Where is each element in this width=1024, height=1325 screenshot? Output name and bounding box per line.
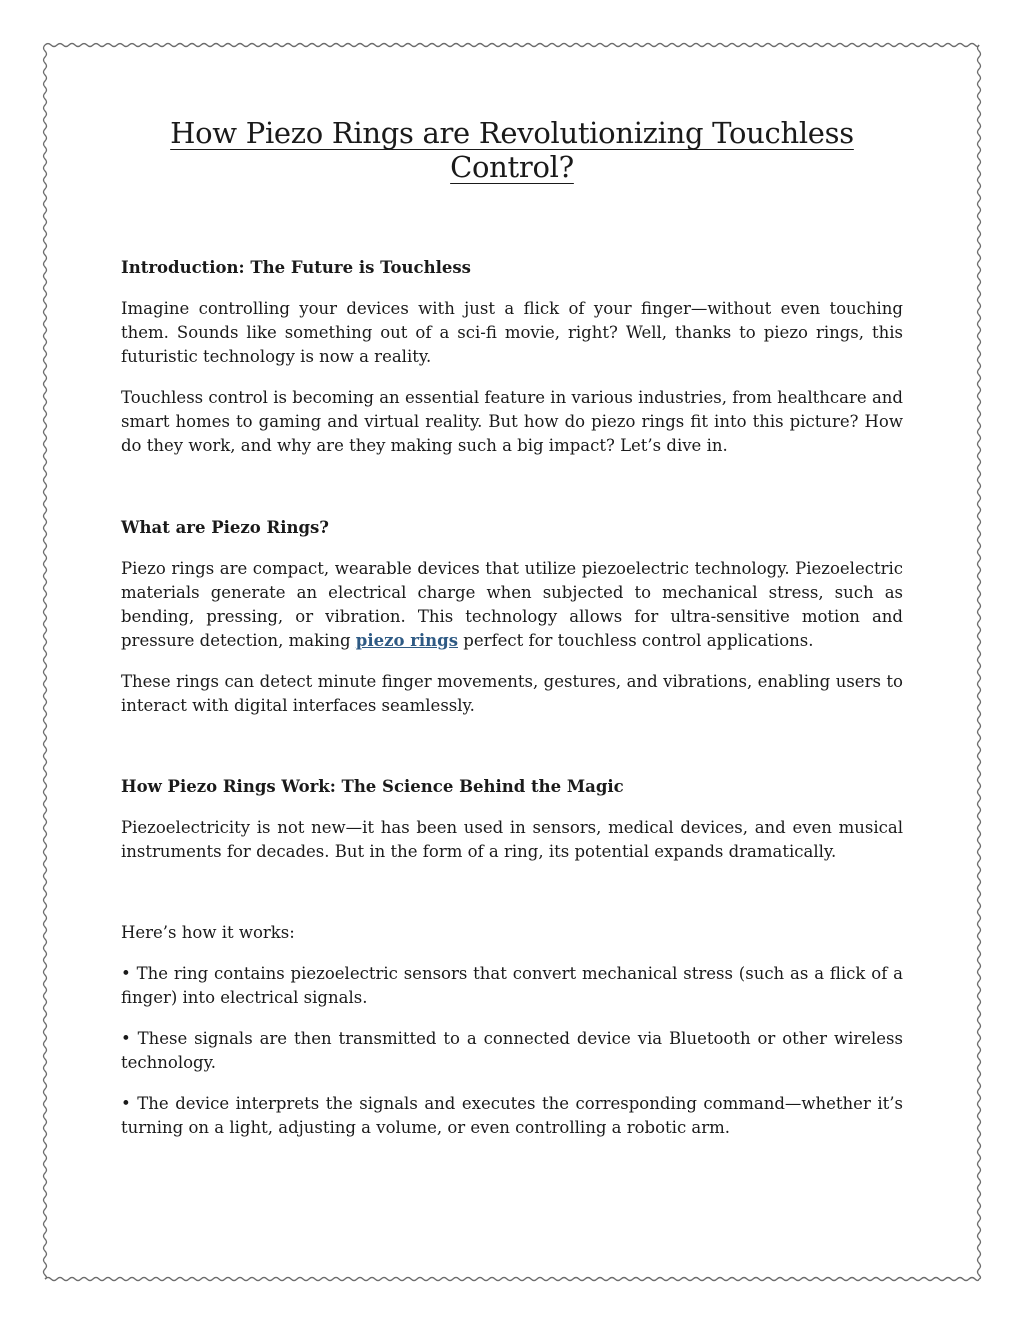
intro-heading: Introduction: The Future is Touchless	[121, 258, 471, 277]
how-bullet-2: • These signals are then transmitted to a connected device via Bluetooth or other wireless technology.	[121, 1029, 903, 1072]
how-bullet-3: • The device interprets the signals and executes the corresponding command—whether it’s turning on a light, adjusting a volume, or even controlling a robotic arm.	[121, 1094, 903, 1137]
how-lead-text: Here’s how it works:	[121, 923, 295, 942]
what-paragraph-1-text-a: Piezo rings are compact, wearable devices that utilize piezoelectric technology. Piezoelectric materials generate an electrical charge when subjected to mechanical stress, such as bending, pressing, or vibration. This technology allows for ultra-sensitive motion and pressure detection, making	[121, 559, 903, 650]
how-heading: How Piezo Rings Work: The Science Behind the Magic	[121, 777, 624, 796]
border-wave-line	[45, 44, 979, 47]
intro-paragraph-2: Touchless control is becoming an essential feature in various industries, from healthcare and smart homes to gaming and virtual reality. But how do piezo rings fit into this picture? How do they work, and why are they making such a big impact? Let’s dive in.	[121, 388, 903, 455]
how-paragraph-1: Piezoelectricity is not new—it has been used in sensors, medical devices, and even musical instruments for decades. But in the form of a ring, its potential expands dramatically.	[121, 818, 903, 861]
piezo-rings-link[interactable]: piezo rings	[355, 631, 459, 650]
what-heading: What are Piezo Rings?	[121, 518, 329, 537]
page-title: How Piezo Rings are Revolutionizing Touchless Control?	[170, 116, 854, 184]
how-section	[121, 775, 903, 1140]
what-section	[121, 516, 903, 718]
what-paragraph-1	[121, 557, 903, 653]
border-wave-line	[45, 1278, 979, 1281]
intro-paragraph-1: Imagine controlling your devices with just a flick of your finger—without even touching them. Sounds like something out of a sci-fi movie, right? Well, thanks to piezo rings, this futuristic technology is now a reality.	[121, 299, 903, 366]
what-paragraph-2: These rings can detect minute finger movements, gestures, and vibrations, enabling users to interact with digital interfaces seamlessly.	[121, 672, 903, 715]
border-wave-line	[44, 45, 47, 1279]
how-bullet-1: • The ring contains piezoelectric sensors that convert mechanical stress (such as a flick of a finger) into electrical signals.	[121, 964, 903, 1007]
intro-section	[121, 256, 903, 458]
what-paragraph-1-text-b: perfect for touchless control applications.	[458, 631, 814, 650]
border-wave-line	[978, 45, 981, 1279]
